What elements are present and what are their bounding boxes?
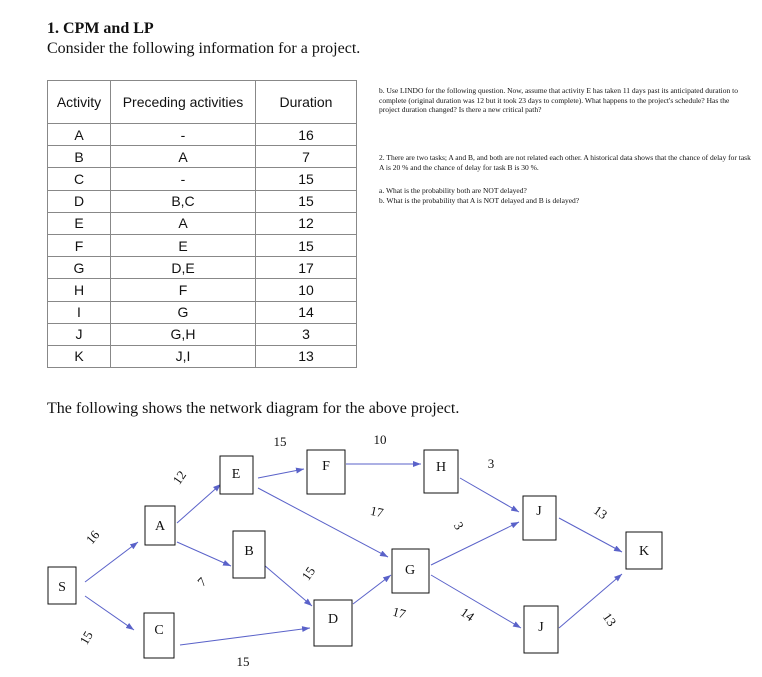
label-a-b: 7 xyxy=(194,574,210,590)
node-j1 xyxy=(523,496,556,540)
label-b-d: 15 xyxy=(298,563,319,584)
duration-cell: 13 xyxy=(256,345,357,367)
svg-text:E: E xyxy=(231,467,241,482)
activity-cell: B xyxy=(48,146,111,168)
duration-cell: 7 xyxy=(256,146,357,168)
activity-cell: J xyxy=(48,323,111,345)
label-e-g: 17 xyxy=(369,502,385,521)
duration-cell: 3 xyxy=(256,323,357,345)
preceding-cell: E xyxy=(111,234,256,256)
activity-cell: E xyxy=(48,212,111,234)
header-duration: Duration xyxy=(256,81,357,124)
svg-text:J: J xyxy=(538,620,544,635)
question-2a: a. What is the probability both are NOT delayed? xyxy=(379,186,527,195)
edge-g-j2 xyxy=(431,575,521,628)
header-activity: Activity xyxy=(48,81,111,124)
activity-cell: A xyxy=(48,124,111,146)
preceding-cell: - xyxy=(111,168,256,190)
svg-text:G: G xyxy=(404,563,416,578)
svg-text:A: A xyxy=(154,519,166,534)
edge-a-b xyxy=(177,542,231,566)
svg-text:J: J xyxy=(536,504,542,519)
svg-text:F: F xyxy=(322,459,330,474)
edge-s-c xyxy=(85,596,134,630)
question-2b: b. What is the probability that A is NOT delayed and B is delayed? xyxy=(379,196,580,205)
node-b xyxy=(233,531,265,578)
label-h-j1: 3 xyxy=(487,456,495,471)
edge-d-g xyxy=(353,575,391,604)
node-j2 xyxy=(524,606,558,653)
edge-g-j1 xyxy=(431,522,519,565)
label-a-e: 12 xyxy=(169,467,190,488)
preceding-cell: D,E xyxy=(111,257,256,279)
node-s xyxy=(48,567,76,604)
activity-cell: H xyxy=(48,279,111,301)
label-g-j2-a: 17 xyxy=(390,603,408,622)
label-s-a: 16 xyxy=(82,527,103,547)
preceding-cell: F xyxy=(111,279,256,301)
intro-text: Consider the following information for a project. xyxy=(47,40,361,57)
label-g-j1: 3 xyxy=(450,519,468,533)
preceding-cell: J,I xyxy=(111,345,256,367)
svg-text:B: B xyxy=(244,544,254,559)
page-title: 1. CPM and LP xyxy=(47,20,154,37)
diagram-intro: The following shows the network diagram for the above project. xyxy=(47,400,460,417)
svg-text:K: K xyxy=(638,544,650,559)
edge-s-a xyxy=(85,542,138,582)
node-d xyxy=(314,600,352,646)
node-g xyxy=(392,549,429,593)
node-f xyxy=(307,450,345,494)
question-b: b. Use LINDO for the following question. Now, assume that activity E has taken 11 days past its anticipated duration to complete (original duration was 12 but it took 23 days to complete). What happens to the project's schedule? Has the project duration changed? Is there a new critical path? xyxy=(379,86,738,114)
edge-h-j1 xyxy=(460,478,519,512)
activity-cell: C xyxy=(48,168,111,190)
activity-cell: I xyxy=(48,301,111,323)
duration-cell: 15 xyxy=(256,190,357,212)
preceding-cell: A xyxy=(111,146,256,168)
svg-text:S: S xyxy=(58,580,66,595)
edge-a-e xyxy=(177,484,221,523)
preceding-cell: A xyxy=(111,212,256,234)
node-h xyxy=(424,450,458,493)
edge-c-d xyxy=(180,628,310,645)
header-preceding: Preceding activities xyxy=(111,81,256,124)
activity-cell: F xyxy=(48,234,111,256)
edge-j1-k xyxy=(559,518,622,552)
duration-cell: 12 xyxy=(256,212,357,234)
label-c-d: 15 xyxy=(236,654,250,669)
label-e-f: 15 xyxy=(273,434,287,449)
label-f-h: 10 xyxy=(373,432,387,447)
node-c xyxy=(144,613,174,658)
label-s-c: 15 xyxy=(76,628,96,648)
duration-cell: 15 xyxy=(256,234,357,256)
duration-cell: 17 xyxy=(256,257,357,279)
activity-cell: G xyxy=(48,257,111,279)
activity-cell: K xyxy=(48,345,111,367)
node-k xyxy=(626,532,662,569)
svg-text:H: H xyxy=(435,460,447,475)
duration-cell: 15 xyxy=(256,168,357,190)
label-j2-k: 13 xyxy=(599,609,620,630)
edge-e-g xyxy=(258,488,388,557)
duration-cell: 16 xyxy=(256,124,357,146)
label-g-j2-b: 14 xyxy=(457,604,478,625)
node-a xyxy=(145,506,175,545)
duration-cell: 14 xyxy=(256,301,357,323)
preceding-cell: G,H xyxy=(111,323,256,345)
preceding-cell: - xyxy=(111,124,256,146)
preceding-cell: B,C xyxy=(111,190,256,212)
label-j1-k: 13 xyxy=(590,502,611,523)
svg-text:C: C xyxy=(154,623,164,638)
node-e xyxy=(220,456,253,494)
question-2: 2. There are two tasks; A and B, and both are not related each other. A historical data shows that the chance of delay for task A is 20 % and the chance of delay for task B is 30 %. xyxy=(379,153,751,172)
duration-cell: 10 xyxy=(256,279,357,301)
edge-e-f xyxy=(258,469,304,478)
activity-cell: D xyxy=(48,190,111,212)
preceding-cell: G xyxy=(111,301,256,323)
svg-text:D: D xyxy=(327,612,339,627)
